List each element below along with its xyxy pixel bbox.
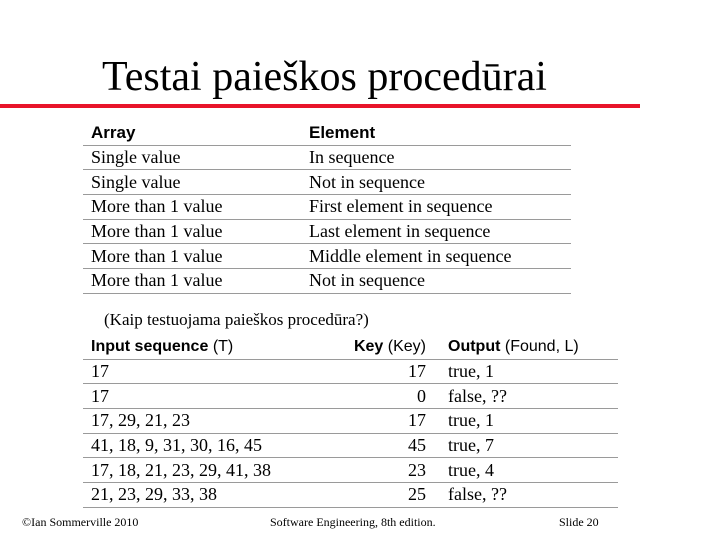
array-cell: Single value: [91, 147, 181, 168]
array-element-table: [83, 121, 571, 294]
output-cell: true, 1: [448, 361, 494, 382]
table-row: [83, 269, 571, 294]
table-row: [83, 219, 571, 244]
key-cell: 45: [408, 435, 426, 456]
table-row: [83, 483, 618, 508]
footer-copyright: ©Ian Sommerville 2010: [22, 515, 139, 529]
input-sequence-cell: 17: [91, 361, 109, 382]
array-cell: More than 1 value: [91, 245, 223, 266]
test-cases-table: [83, 335, 618, 508]
input-sequence-cell: 17: [91, 385, 109, 406]
table-row: [83, 359, 618, 384]
element-cell: Last element in sequence: [309, 221, 491, 242]
table-row: [83, 244, 571, 269]
input-sequence-cell: 21, 23, 29, 33, 38: [91, 484, 217, 505]
key-cell: 25: [408, 484, 426, 505]
header-bold-text: Output: [448, 337, 501, 355]
key-cell: 17: [408, 361, 426, 382]
input-sequence-cell: 17, 18, 21, 23, 29, 41, 38: [91, 459, 271, 480]
table-row: [83, 170, 571, 195]
table-row: [83, 409, 618, 434]
footer-slide-number: Slide 20: [559, 515, 599, 529]
title-underline: [0, 104, 640, 108]
table-row: [83, 433, 618, 458]
element-cell: In sequence: [309, 147, 395, 168]
column-header-key: [331, 335, 428, 359]
slide-title: Testai paieškos procedūrai: [102, 54, 547, 100]
output-cell: false, ??: [448, 385, 507, 406]
key-cell: 17: [408, 410, 426, 431]
element-cell: Not in sequence: [309, 171, 425, 192]
table-row: [83, 384, 618, 409]
table-row: [83, 195, 571, 220]
key-cell: 0: [417, 385, 426, 406]
table-row: [83, 145, 571, 170]
footer-book-title: Software Engineering, 8th edition.: [270, 515, 436, 529]
input-sequence-cell: 17, 29, 21, 23: [91, 410, 190, 431]
header-param-text: (T): [212, 337, 234, 355]
element-cell: Middle element in sequence: [309, 245, 512, 266]
output-cell: true, 4: [448, 459, 494, 480]
array-cell: Single value: [91, 171, 181, 192]
header-param-text: (Found, L): [504, 337, 579, 355]
output-cell: true, 7: [448, 435, 494, 456]
header-bold-text: Key: [353, 337, 384, 355]
key-cell: 23: [408, 459, 426, 480]
table-header-row: [83, 121, 571, 145]
header-param-text: (Key): [387, 337, 426, 355]
column-header-array: Array: [91, 122, 136, 142]
output-cell: true, 1: [448, 410, 494, 431]
header-bold-text: Input sequence: [91, 337, 209, 355]
column-header-element: Element: [309, 122, 376, 142]
table-header-row: [83, 335, 618, 359]
column-header-input-sequence: [83, 335, 331, 359]
array-cell: More than 1 value: [91, 270, 223, 291]
table-caption: (Kaip testuojama paieškos procedūra?): [104, 310, 369, 329]
output-cell: false, ??: [448, 484, 507, 505]
input-sequence-cell: 41, 18, 9, 31, 30, 16, 45: [91, 435, 262, 456]
element-cell: First element in sequence: [309, 196, 493, 217]
array-cell: More than 1 value: [91, 221, 223, 242]
element-cell: Not in sequence: [309, 270, 425, 291]
array-cell: More than 1 value: [91, 196, 223, 217]
table-row: [83, 458, 618, 483]
column-header-output: [428, 335, 618, 359]
